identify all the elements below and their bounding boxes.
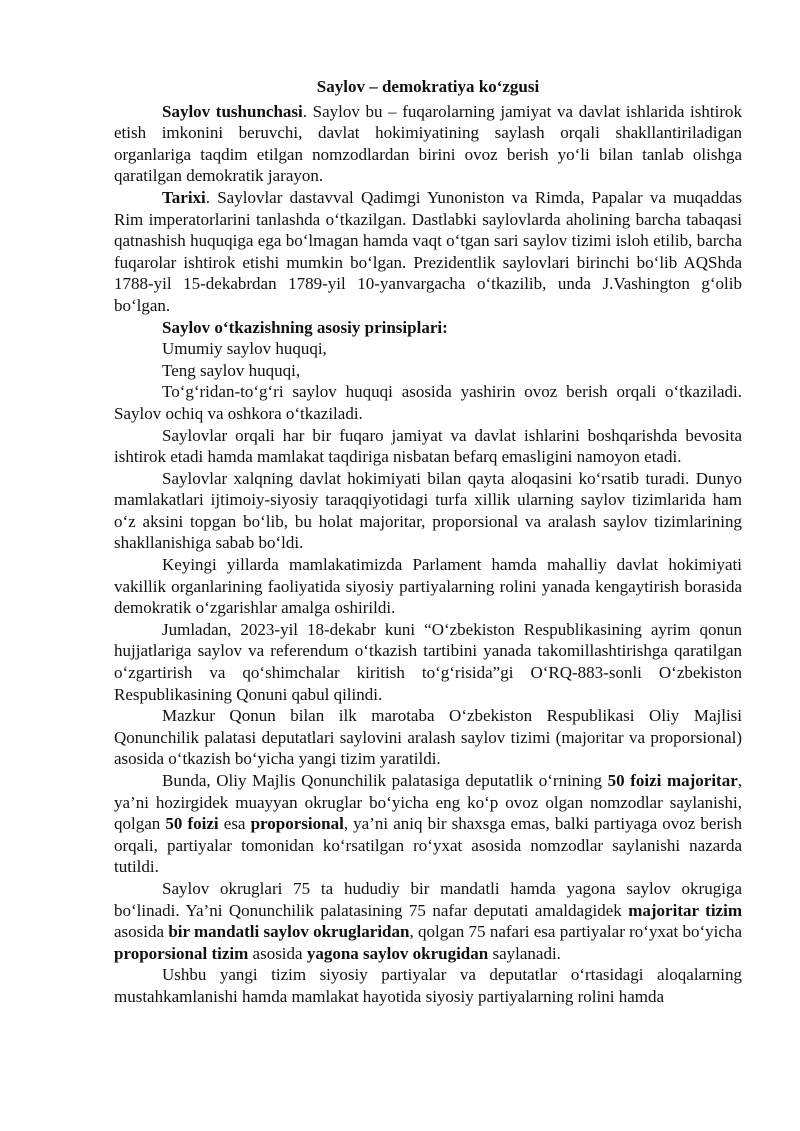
paragraph: Saylovlar xalqning davlat hokimiyati bilan qayta aloqasini ko‘rsatib turadi. Dunyo mamlakatlari ijtimoiy-siyosiy taraqqiyotidagi turfa xillik ularning saylov tizimlarida ham o‘z aksini topgan bo‘lib, bu holat majoritar, proporsional va aralash saylov tizimlarining shakllanishiga sabab bo‘ldi. (114, 468, 742, 553)
definition-lead: Saylov tushunchasi (162, 101, 303, 121)
paragraph-mixed-system: Bunda, Oliy Majlis Qonunchilik palatasiga deputatlik o‘rnining 50 foizi majoritar, ya’ni hozirgidek muayyan okruglar bo‘yicha eng ko‘p ovoz olgan nomzodlar saylanishi, qolgan 50 foizi esa proporsional, ya’ni aniq bir shaxsga emas, balki partiyaga ovoz berish orqali, partiyalar tomonidan ko‘rsatilgan ro‘yxat asosida nomzodlar saylanishi nazarda tutildi. (114, 771, 742, 877)
paragraph: Saylovlar orqali har bir fuqaro jamiyat va davlat ishlarini boshqarishda bevosita ishtirok etadi hamda mamlakat taqdiriga nisbatan befarq emasligini namoyon etadi. (114, 425, 742, 467)
paragraph-history: Tarixi. Saylovlar dastavval Qadimgi Yunoniston va Rimda, Papalar va muqaddas Rim imperatorlarini tanlashda o‘tkazilgan. Dastlabki saylovlarda aholining barcha tabaqasi qatnashish huquqiga ega bo‘lmagan hamda vaqt o‘tgan sari saylov tizimi isloh etilib, barcha fuqarolar ishtirok etishi mumkin bo‘lgan. Prezidentlik saylovlari birinchi bo‘lib AQShda 1788-yil 15-dekabrdan 1789-yil 10-yanvargacha o‘tkazilib, unda J.Vashington g‘olib bo‘lgan. (114, 187, 742, 315)
paragraph: Keyingi yillarda mamlakatimizda Parlament hamda mahalliy davlat hokimiyati vakillik organlarining faoliyatida siyosiy partiyalarning rolini yanada kengaytirish borasida demokratik o‘zgarishlar amalga oshirildi. (114, 555, 742, 618)
document-title: Saylov – demokratiya ko‘zgusi (316, 77, 540, 96)
paragraph: Jumladan, 2023-yil 18-dekabr kuni “O‘zbekiston Respublikasining ayrim qonun hujjatlariga saylov va referendum o‘tkazish tartibini yanada takomillashtirishga qaratilgan o‘zgartirish va qo‘shimchalar kiritish to‘g‘risida”gi O‘RQ-883-sonli O‘zbekiston Respublikasining Qonuni qabul qilindi. (114, 619, 742, 704)
principle-item: Umumiy saylov huquqi, (162, 339, 327, 359)
history-lead: Tarixi (162, 187, 206, 207)
principle-item: Teng saylov huquqi, (162, 360, 301, 380)
principle-item: To‘g‘ridan-to‘g‘ri saylov huquqi asosida yashirin ovoz berish orqali o‘tkaziladi. Saylov ochiq va oshkora o‘tkaziladi. (114, 382, 742, 423)
paragraph-definition: Saylov tushunchasi. Saylov bu – fuqarolarning jamiyat va davlat ishlarida ishtirok etish imkonini beruvchi, davlat hokimiyatining saylash orqali shakllantiriladigan organlariga taqdim etilgan nomzodlardan birini ovoz berish yo‘li bilan tanlab olishga qaratilgan demokratik jarayon. (114, 101, 742, 186)
paragraph: Ushbu yangi tizim siyosiy partiyalar va deputatlar o‘rtasidagi aloqalarning mustahkamlanishi hamda mamlakat hayotida siyosiy partiyalarning rolini hamda (114, 965, 742, 1006)
principles-heading: Saylov o‘tkazishning asosiy prinsiplari: (162, 317, 448, 337)
document-page (114, 76, 742, 1008)
paragraph-districts: Saylov okruglari 75 ta hududiy bir mandatli hamda yagona saylov okrugiga bo‘linadi. Ya’ni Qonunchilik palatasining 75 nafar deputati amaldagidek majoritar tizim asosida bir mandatli saylov okruglaridan, qolgan 75 nafari esa partiyalar ro‘yxat bo‘yicha proporsional tizim asosida yagona saylov okrugidan saylanadi. (114, 878, 742, 963)
paragraph: Mazkur Qonun bilan ilk marotaba O‘zbekiston Respublikasi Oliy Majlisi Qonunchilik palatasi deputatlari saylovini aralash saylov tizimi (majoritar va proporsional) asosida o‘tkazish bo‘yicha yangi tizim yaratildi. (114, 706, 742, 769)
